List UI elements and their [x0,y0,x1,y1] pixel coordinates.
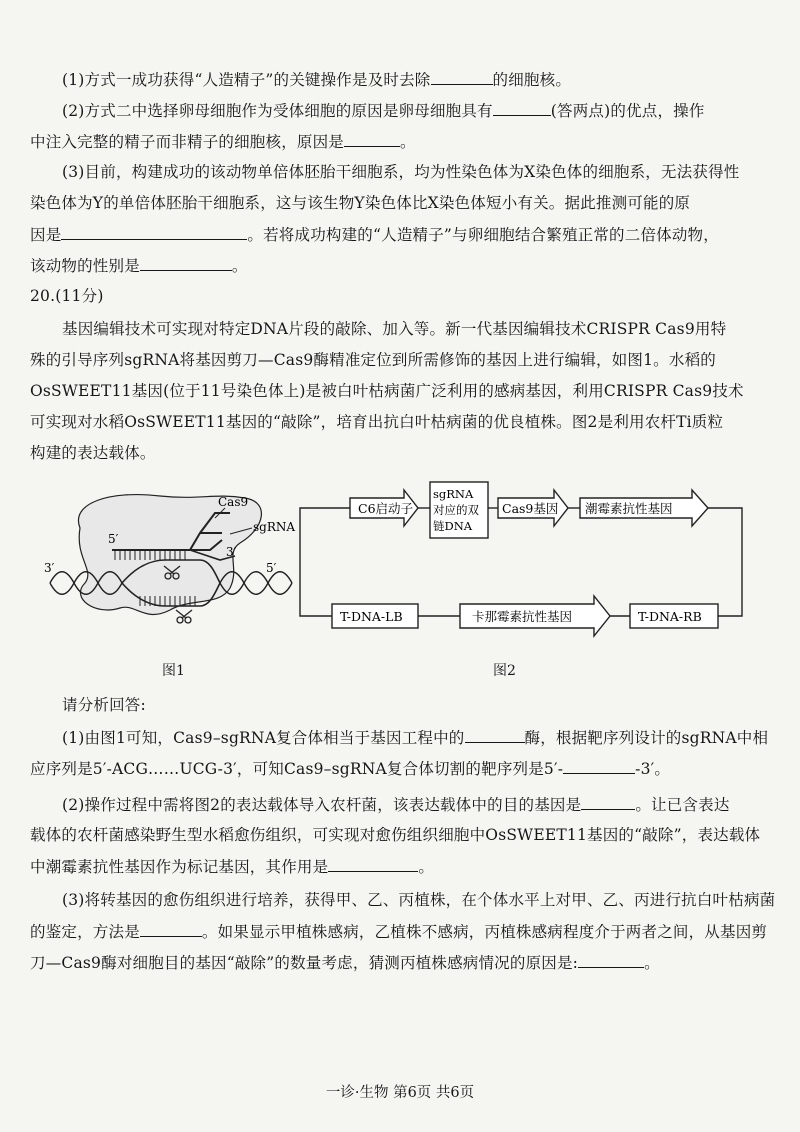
answer-blank[interactable] [140,254,232,271]
q20-a2-line2: 载体的农杆菌感染野生型水稻愈伤组织，可实现对愈伤组织细胞中OsSWEET11基因的“敲除”，表达载体 [30,826,761,844]
svg-text:对应的双: 对应的双 [433,503,479,517]
figure-1-diagram [40,488,300,638]
label-3prime-left: 3′ [44,561,55,575]
answer-blank[interactable] [431,68,493,85]
scissors-icon [176,610,192,623]
box-rb: T-DNA-RB [638,609,702,624]
box-hyg: 潮霉素抗性基因 [585,501,673,516]
label-sgrna: sgRNA [253,520,296,534]
q19-item3-line3: 因是 。若将成功构建的“人造精子”与卵细胞结合繁殖正常的二倍体动物， [30,223,775,246]
q19-item3-line4: 该动物的性别是 。 [30,254,775,277]
label-cas9: Cas9 [218,495,249,509]
q20-a3-line3: 刀—Cas9酶对细胞目的基因“敲除”的数量考虑，猜测丙植株感病情况的原因是: 。 [30,951,775,974]
q19-item1: (1)方式一成功获得“人造精子”的关键操作是及时去除 的细胞核。 [62,68,775,91]
label-5prime-top: 5′ [108,532,119,546]
q20-a3-line2: 的鉴定，方法是 。如果显示甲植株感病，乙植株不感病，丙植株感病程度介于两者之间，从基因剪 [30,920,775,943]
answer-blank[interactable] [578,951,644,968]
answer-blank[interactable] [465,726,525,743]
q19-item2-line1: (2)方式二中选择卵母细胞作为受体细胞的原因是卵母细胞具有 (答两点)的优点，操作 [62,99,775,122]
label-3prime-top: 3′ [226,545,237,559]
figure-2-vector-diagram [292,478,752,638]
q20-a2-line1: (2)操作过程中需将图2的表达载体导入农杆菌，该表达载体中的目的基因是 。让已含表达 [62,793,775,816]
q20-header: 20.(11分) [30,287,104,305]
q20-intro-line3: OsSWEET11基因(位于11号染色体上)是被白叶枯病菌广泛利用的感病基因，利用CRISPR Cas9技术 [30,382,744,400]
answer-blank[interactable] [61,223,247,240]
box-promoter: C6启动子 [358,501,414,516]
svg-text:sgRNA: sgRNA [433,487,474,501]
box-lb: T-DNA-LB [340,609,403,624]
q19-item3-line2: 染色体为Y的单倍体胚胎干细胞系，这与该生物Y染色体比X染色体短小有关。据此推测可能的原 [30,194,691,212]
figure-1-caption: 图1 [162,663,185,679]
answer-blank[interactable] [328,855,418,872]
box-cas9: Cas9基因 [502,501,559,516]
q20-a3-line1: (3)将转基因的愈伤组织进行培养，获得甲、乙、丙植株，在个体水平上对甲、乙、丙进行抗白叶枯病菌 [62,891,776,909]
q20-intro-line4: 可实现对水稻OsSWEET11基因的“敲除”，培育出抗白叶枯病菌的优良植株。图2是利用农杆Ti质粒 [30,413,724,431]
box-kan: 卡那霉素抗性基因 [472,609,573,624]
page-footer: 一诊·生物 第6页 共6页 [325,1085,475,1101]
q20-a1-line2: 应序列是5′-ACG……UCG-3′，可知Cas9–sgRNA复合体切割的靶序列是5′- -3′。 [30,757,775,780]
figure-2-caption: 图2 [493,663,516,679]
q20-a2-line3: 中潮霉素抗性基因作为标记基因，其作用是 。 [30,855,775,878]
answer-blank[interactable] [563,757,635,774]
q20-intro-line1: 基因编辑技术可实现对特定DNA片段的敲除、加入等。新一代基因编辑技术CRISPR Cas9用特 [62,320,727,338]
q19-item3-line1: (3)目前，构建成功的该动物单倍体胚胎干细胞系，均为性染色体为X染色体的细胞系，无法获得性 [62,163,740,181]
answer-blank[interactable] [581,793,635,810]
svg-text:链DNA: 链DNA [433,519,473,533]
q20-intro-line2: 殊的引导序列sgRNA将基因剪刀—Cas9酶精准定位到所需修饰的基因上进行编辑，如图1。水稻的 [30,351,716,369]
q20-intro-line5: 构建的表达载体。 [30,444,156,462]
answer-blank[interactable] [344,130,400,147]
answer-blank[interactable] [140,920,202,937]
answer-blank[interactable] [493,99,551,116]
q20-a1-line1: (1)由图1可知，Cas9–sgRNA复合体相当于基因工程中的 酶，根据靶序列设计的sgRNA中相 [62,726,775,749]
q19-item2-line2: 中注入完整的精子而非精子的细胞核，原因是 。 [30,130,775,153]
label-5prime-right: 5′ [266,561,277,575]
q20-prompt: 请分析回答: [62,696,146,714]
